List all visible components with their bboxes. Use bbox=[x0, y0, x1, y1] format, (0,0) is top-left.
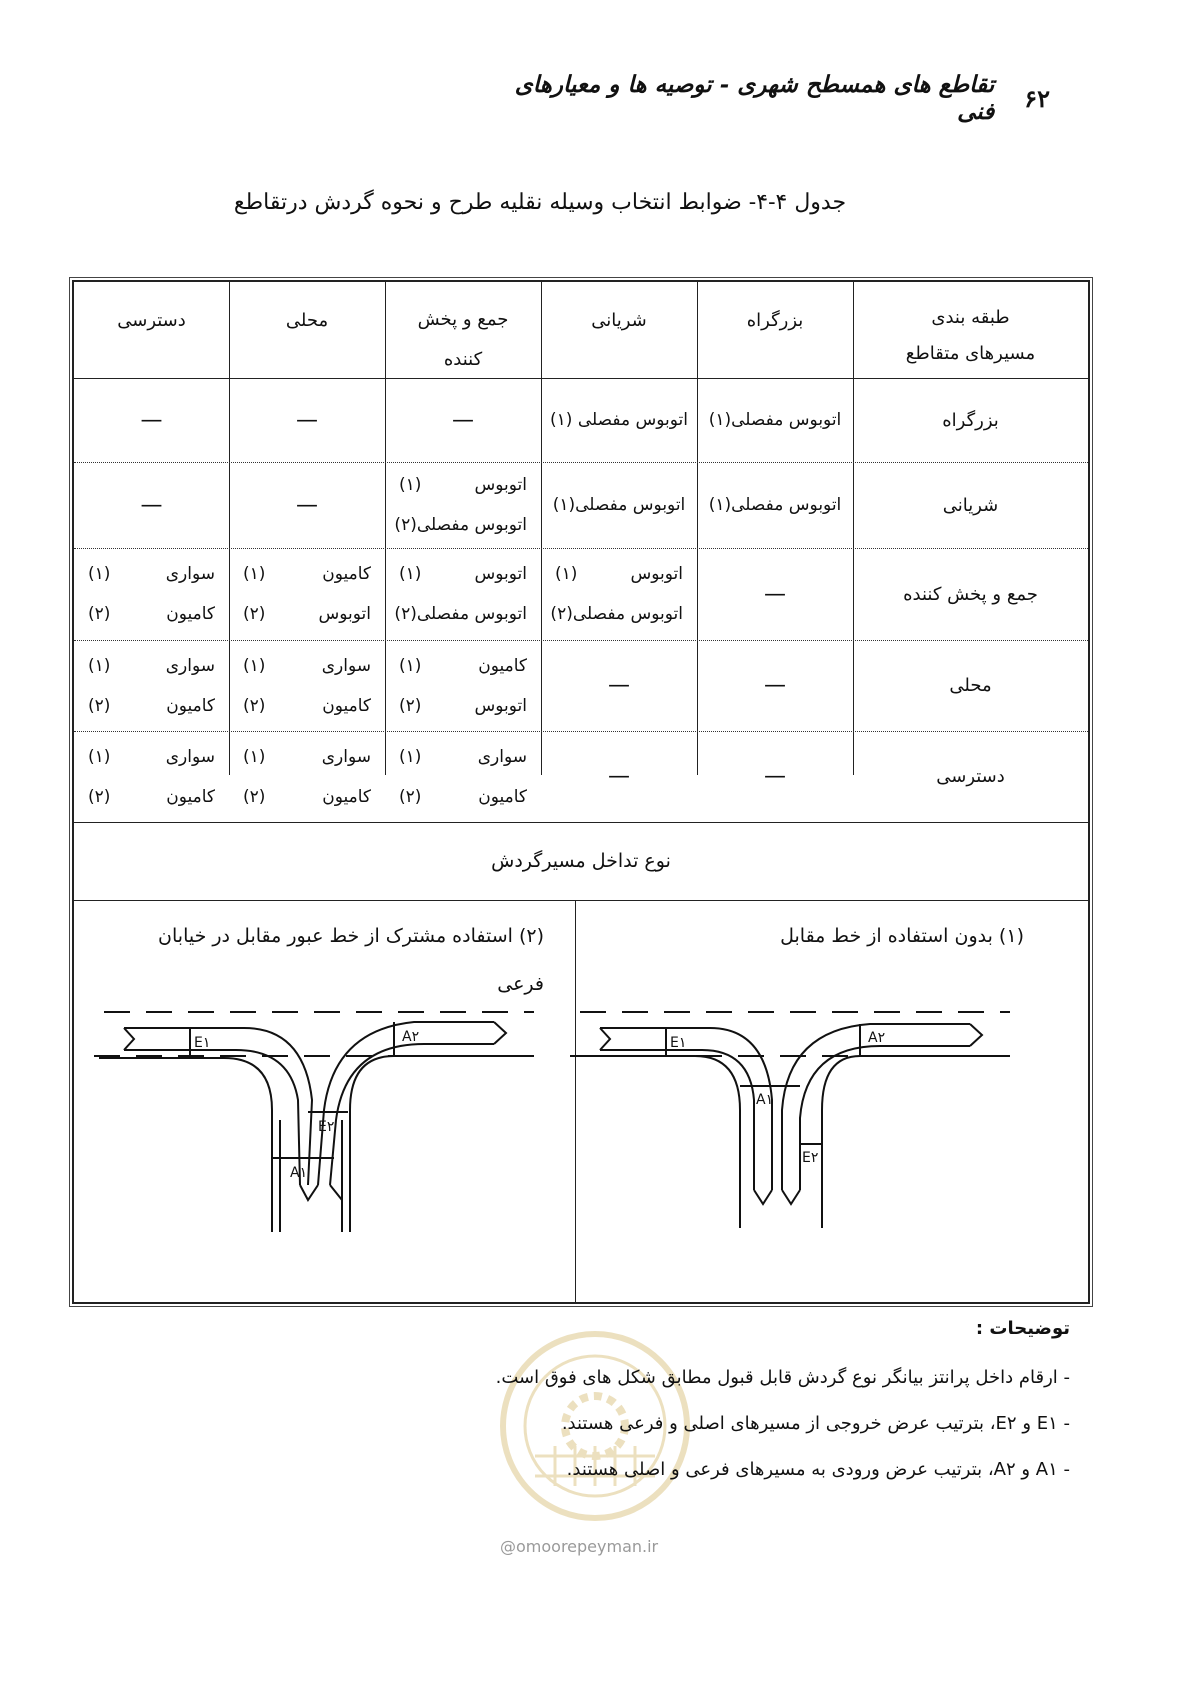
cell-collector-local: کامیون (۱) اتوبوس (۲) bbox=[243, 564, 371, 624]
cell-freeway-freeway: اتوبوس مفصلی(۱) bbox=[708, 410, 842, 430]
cell-arterial-access: — bbox=[140, 492, 163, 518]
watermark-text: @omoorepeyman.ir bbox=[500, 1537, 659, 1556]
cell-access-collector: سواری (۱) کامیون (۲) bbox=[399, 746, 527, 807]
label-a2-left: A۲ bbox=[402, 1029, 420, 1045]
row-label-arterial: شریانی bbox=[942, 494, 999, 516]
diagram-shared-lane bbox=[94, 1000, 564, 1260]
running-header bbox=[470, 71, 1050, 125]
cell-arterial-arterial: اتوبوس مفصلی(۱) bbox=[552, 495, 686, 515]
note-item: - ارقام داخل پرانتز بیانگر نوع گردش قابل قبول مطابق شکل های فوق است. bbox=[495, 1367, 1070, 1388]
label-a1-right: A۱ bbox=[756, 1092, 774, 1108]
col-header-arterial: شریانی bbox=[591, 310, 647, 331]
label-e1-left: E۱ bbox=[194, 1035, 211, 1051]
cell-freeway-local: — bbox=[296, 407, 318, 433]
cell-local-local: سواری (۱) کامیون (۲) bbox=[243, 655, 371, 716]
col-header-access: دسترسی bbox=[117, 310, 186, 331]
cell-local-freeway: — bbox=[764, 673, 786, 698]
notes-heading: توضیحات : bbox=[975, 1318, 1070, 1339]
cell-access-access: سواری (۱) کامیون (۲) bbox=[88, 746, 215, 807]
cell-access-local: سواری (۱) کامیون (۲) bbox=[243, 746, 371, 807]
cell-local-access: سواری (۱) کامیون (۲) bbox=[88, 655, 215, 716]
cell-local-arterial: — bbox=[608, 673, 630, 698]
cell-collector-collector: اتوبوس (۱) اتوبوس مفصلی(۲) bbox=[394, 564, 527, 624]
cell-access-arterial: — bbox=[608, 764, 630, 789]
design-vehicle-table bbox=[72, 280, 1090, 1304]
diagram-caption-left: (۲) استفاده مشترک از خط عبور مقابل در خیابان فرعی bbox=[158, 925, 544, 995]
turning-interference-title: نوع تداخل مسیرگردش bbox=[491, 850, 671, 872]
label-a2-right: A۲ bbox=[868, 1030, 886, 1046]
label-e1-right: E۱ bbox=[670, 1035, 687, 1051]
note-item: - A۱ و A۲، بترتیب عرض ورودی به مسیرهای فرعی و اصلی هستند. bbox=[566, 1459, 1070, 1480]
note-item: - E۱ و E۲، بترتیب عرض خروجی از مسیرهای اصلی و فرعی هستند. bbox=[561, 1413, 1070, 1434]
label-e2-left: E۲ bbox=[318, 1119, 335, 1135]
label-e2-right: E۲ bbox=[802, 1150, 819, 1166]
cell-collector-freeway: — bbox=[764, 581, 786, 607]
cell-local-collector: کامیون (۱) اتوبوس (۲) bbox=[399, 655, 527, 716]
col-header-classification: طبقه بندی مسیرهای متقاطع bbox=[905, 307, 1036, 364]
cell-arterial-freeway: اتوبوس مفصلی(۱) bbox=[708, 495, 842, 515]
cell-arterial-local: — bbox=[296, 492, 318, 518]
cell-arterial-collector: اتوبوس (۱) اتوبوس مفصلی(۲) bbox=[394, 475, 527, 535]
col-header-freeway: بزرگراه bbox=[746, 310, 804, 331]
cell-freeway-access: — bbox=[140, 407, 163, 433]
diagram-caption-right: (۱) بدون استفاده از خط مقابل bbox=[780, 925, 1024, 947]
page-number: ۶۲ bbox=[1024, 83, 1050, 113]
cell-collector-access: سواری (۱) کامیون (۲) bbox=[88, 564, 215, 624]
diagram-no-opposing-lane bbox=[570, 1000, 1040, 1260]
row-label-local: محلی bbox=[949, 675, 992, 696]
running-title: تقاطع های همسطح شهری - توصیه ها و معیارهای فنی bbox=[514, 71, 995, 125]
label-a1-left: A۱ bbox=[290, 1165, 308, 1181]
col-header-local: محلی bbox=[285, 310, 329, 331]
cell-freeway-collector: — bbox=[452, 407, 474, 433]
notes-section bbox=[280, 1318, 1070, 1499]
row-label-access: دسترسی bbox=[936, 766, 1005, 787]
col-header-collector: جمع و پخش کننده bbox=[417, 309, 509, 370]
cell-access-freeway: — bbox=[764, 764, 786, 789]
row-label-collector: جمع و پخش کننده bbox=[903, 583, 1038, 605]
cell-freeway-arterial: اتوبوس مفصلی (۱) bbox=[550, 410, 688, 430]
row-label-freeway: بزرگراه bbox=[942, 409, 999, 431]
cell-collector-arterial: اتوبوس (۱) اتوبوس مفصلی(۲) bbox=[550, 564, 683, 624]
table-title: جدول ۴-۴- ضوابط انتخاب وسیله نقلیه طرح و نحوه گردش درتقاطع bbox=[233, 190, 847, 215]
